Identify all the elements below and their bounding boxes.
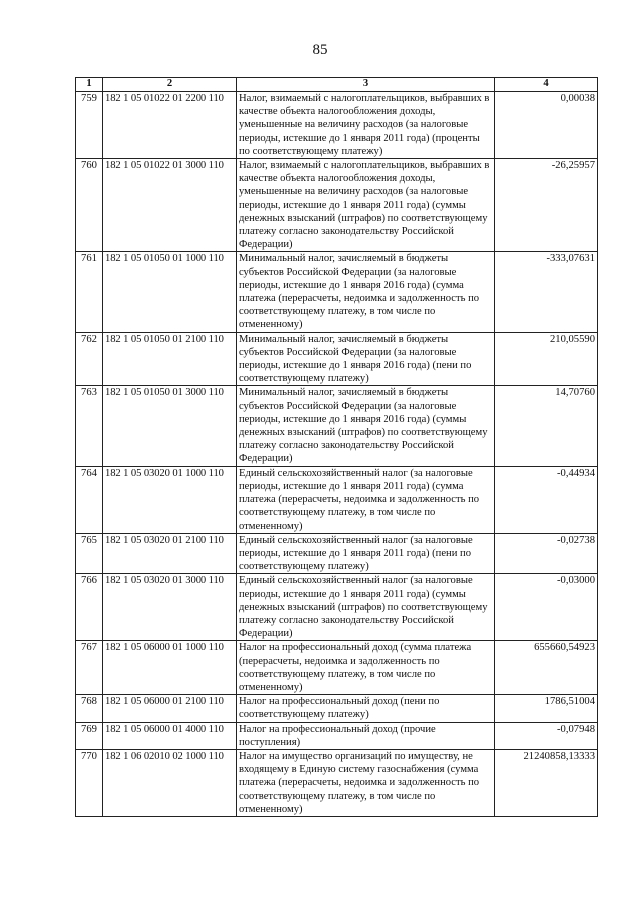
header-col-1: 1 [76,78,103,92]
amount-cell: -0,44934 [495,466,598,533]
budget-code-cell: 182 1 05 01050 01 3000 110 [103,386,237,466]
amount-cell: -0,07948 [495,722,598,749]
table-row [76,386,598,466]
table-row [76,92,598,159]
row-number-cell: 763 [76,386,103,466]
row-number-cell: 759 [76,92,103,159]
description-cell: Налог на профессиональный доход (пени по соответствующему платежу) [237,695,495,722]
amount-cell: 0,00038 [495,92,598,159]
amount-cell: 210,05590 [495,332,598,386]
description-cell: Единый сельскохозяйственный налог (за налоговые периоды, истекшие до 1 января 2011 года) (суммы денежных взысканий (штрафов) по соответствующему платежу согласно законодательству Российской Федерации) [237,574,495,641]
table-body [76,92,598,817]
row-number-cell: 770 [76,749,103,816]
table-row [76,695,598,722]
budget-code-cell: 182 1 05 01050 01 2100 110 [103,332,237,386]
amount-cell: -333,07631 [495,252,598,332]
table-row [76,641,598,695]
description-cell: Налог на профессиональный доход (сумма платежа (перерасчеты, недоимка и задолженность по соответствующему платежу, в том числе по отмененному) [237,641,495,695]
header-row [76,78,598,92]
header-col-3: 3 [237,78,495,92]
amount-cell: 655660,54923 [495,641,598,695]
table-row [76,252,598,332]
row-number-cell: 761 [76,252,103,332]
table-row [76,574,598,641]
amount-cell: 21240858,13333 [495,749,598,816]
amount-cell: -0,02738 [495,533,598,574]
budget-code-cell: 182 1 05 03020 01 1000 110 [103,466,237,533]
budget-code-cell: 182 1 05 01022 01 3000 110 [103,159,237,252]
page-number: 85 [312,42,328,58]
description-cell: Налог, взимаемый с налогоплательщиков, выбравших в качестве объекта налогообложения доходы, уменьшенные на величину расходов (за налоговые периоды, истекшие до 1 января 2011 года) (суммы денежных взысканий (штрафов) по соответствующему платежу согласно законодательству Российской Федерации) [237,159,495,252]
row-number-cell: 766 [76,574,103,641]
description-cell: Минимальный налог, зачисляемый в бюджеты субъектов Российской Федерации (за налоговые периоды, истекшие до 1 января 2016 года) (пени по соответствующему платежу) [237,332,495,386]
table-row [76,533,598,574]
budget-code-cell: 182 1 05 03020 01 3000 110 [103,574,237,641]
table-row [76,722,598,749]
description-cell: Налог, взимаемый с налогоплательщиков, выбравших в качестве объекта налогообложения доходы, уменьшенные на величину расходов (за налоговые периоды, истекшие до 1 января 2011 года) (проценты по соответствующему платежу) [237,92,495,159]
description-cell: Минимальный налог, зачисляемый в бюджеты субъектов Российской Федерации (за налоговые периоды, истекшие до 1 января 2016 года) (суммы денежных взысканий (штрафов) по соответствующему платежу согласно законодательству Российской Федерации) [237,386,495,466]
row-number-cell: 762 [76,332,103,386]
amount-cell: 14,70760 [495,386,598,466]
row-number-cell: 765 [76,533,103,574]
budget-code-cell: 182 1 05 01022 01 2200 110 [103,92,237,159]
amount-cell: 1786,51004 [495,695,598,722]
budget-code-cell: 182 1 05 06000 01 2100 110 [103,695,237,722]
row-number-cell: 767 [76,641,103,695]
description-cell: Единый сельскохозяйственный налог (за налоговые периоды, истекшие до 1 января 2011 года) (пени по соответствующему платежу) [237,533,495,574]
budget-code-cell: 182 1 05 06000 01 4000 110 [103,722,237,749]
description-cell: Единый сельскохозяйственный налог (за налоговые периоды, истекшие до 1 января 2011 года) (сумма платежа (перерасчеты, недоимка и задолженность по соответствующему платежу, в том числе по отмененному) [237,466,495,533]
row-number-cell: 760 [76,159,103,252]
header-col-2: 2 [103,78,237,92]
budget-code-cell: 182 1 06 02010 02 1000 110 [103,749,237,816]
amount-cell: -26,25957 [495,159,598,252]
table-row [76,332,598,386]
budget-code-cell: 182 1 05 06000 01 1000 110 [103,641,237,695]
revenue-table [75,77,598,817]
row-number-cell: 764 [76,466,103,533]
description-cell: Минимальный налог, зачисляемый в бюджеты субъектов Российской Федерации (за налоговые периоды, истекшие до 1 января 2016 года) (сумма платежа (перерасчеты, недоимка и задолженность по соответствующему платежу, в том числе по отмененному) [237,252,495,332]
description-cell: Налог на имущество организаций по имуществу, не входящему в Единую систему газоснабжения (сумма платежа (перерасчеты, недоимка и задолженность по соответствующему платежу, в том числе по отмененному) [237,749,495,816]
table-row [76,466,598,533]
table-row [76,749,598,816]
table-row [76,159,598,252]
budget-code-cell: 182 1 05 03020 01 2100 110 [103,533,237,574]
row-number-cell: 769 [76,722,103,749]
row-number-cell: 768 [76,695,103,722]
budget-code-cell: 182 1 05 01050 01 1000 110 [103,252,237,332]
description-cell: Налог на профессиональный доход (прочие поступления) [237,722,495,749]
header-col-4: 4 [495,78,598,92]
amount-cell: -0,03000 [495,574,598,641]
